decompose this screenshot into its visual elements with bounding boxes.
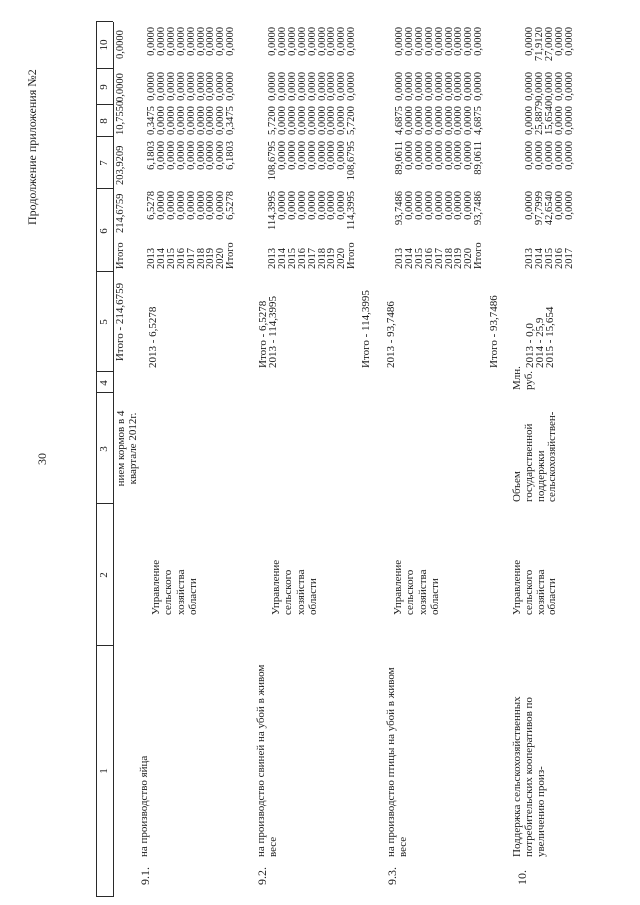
row-9-3-years-value: 2020 (463, 248, 475, 269)
row-9-2-col10-value: 0,0000 (326, 27, 338, 56)
row-9-3-col8 (395, 107, 484, 135)
col-number-5: 5 (98, 319, 110, 325)
row-9-2-col7-value: 0,0000 (296, 141, 308, 170)
row-9-1-col10-value: 0,0000 (185, 27, 197, 56)
row-10-col9-value: 0,0000 (553, 72, 565, 101)
row-9-1-col6-value: 0,0000 (175, 191, 187, 220)
row-9-1-col9-value: 0,0000 (146, 72, 157, 101)
row-10-col6-value: 97,7999 (533, 191, 545, 226)
row-9-1-col9-value: 0,0000 (165, 72, 177, 101)
row-10-years-value: 2016 (553, 248, 565, 269)
row-10-indicator: Объем государственной поддержки сельскохозяйствен- (511, 411, 559, 502)
row-9-2-years-value: 2017 (306, 248, 318, 269)
row-9-1-years-value: Итого (225, 242, 237, 269)
row-9-3-col9-value: 0,0000 (413, 72, 425, 101)
row-9-2-col10-value: 0,0000 (276, 27, 288, 56)
row-9-2-col7-value: 0,0000 (326, 141, 338, 170)
row-9-3-col6-value: 93,7486 (473, 191, 485, 226)
row-10-col8-value: 0,0000 (524, 106, 535, 135)
top-row-col5: Итого - 214,6759 (114, 282, 126, 362)
table-border-top (96, 22, 97, 897)
row-9-1-col8-value: 0,0000 (165, 106, 177, 135)
row-9-1-col10-value: 0,0000 (146, 27, 157, 56)
row-9-2-col7 (268, 141, 357, 183)
top-row-col10: 0,0000 (115, 30, 126, 59)
row-9-1-col8-value: 0,0000 (215, 106, 227, 135)
row-9-3-col9-value: 0,0000 (433, 72, 445, 101)
row-9-3-col5-total: Итого - 93,7486 (488, 295, 500, 368)
row-9-2-years-value: 2013 (267, 248, 278, 269)
row-9-3-col8-value: 0,0000 (443, 106, 455, 135)
row-9-1-col9-value: 0,0000 (195, 72, 207, 101)
top-row-col7: 203,9209 (115, 145, 126, 185)
row-9-2-col9-value: 0,0000 (326, 72, 338, 101)
row-9-3-col6 (395, 191, 484, 231)
top-row-col3: нием кормов в 4 квартале 2012г. (115, 410, 140, 487)
row-9-1-col7-value: 0,0000 (155, 141, 167, 170)
row-9-1-years-value: 2020 (215, 248, 227, 269)
row-9-3-executor: Управление сельского хозяйства области (392, 559, 441, 615)
row-10-col8-value: 0,0000 (563, 106, 575, 135)
row-9-3-col6-value: 0,0000 (403, 191, 415, 220)
row-9-3-years-value: 2014 (403, 248, 415, 269)
row-9-1-col6-value: 0,0000 (155, 191, 167, 220)
row-9-3-col6-value: 0,0000 (413, 191, 425, 220)
col-divider-2 (96, 503, 113, 504)
row-9-2-col8-value: 0,0000 (306, 106, 318, 135)
row-9-1-col8-value: 0,0000 (185, 106, 197, 135)
row-9-2-col8-value: 0,0000 (316, 106, 328, 135)
table-header-line (113, 22, 114, 897)
row-9-1-col6-value: 0,0000 (195, 191, 207, 220)
row-9-2-col7-value: 108,6795 (267, 141, 278, 181)
row-9-3-col10-value: 0,0000 (443, 27, 455, 56)
row-9-3-col5: 2013 - 93,7486 (385, 301, 397, 368)
row-9-2-col7-value: 0,0000 (336, 141, 348, 170)
row-9-1-number: 9.1. (138, 867, 152, 885)
row-9-2-years-value: 2019 (326, 248, 338, 269)
row-9-2-col7-value: 0,0000 (276, 141, 288, 170)
row-9-1-col9-value: 0,0000 (155, 72, 167, 101)
row-9-1-col7-value: 0,0000 (205, 141, 217, 170)
page-number: 30 (35, 453, 49, 465)
row-9-2-col8-value: 0,0000 (326, 106, 338, 135)
row-9-3-col6-value: 0,0000 (423, 191, 435, 220)
row-9-2-col9-value: 0,0000 (316, 72, 328, 101)
row-9-1-years-value: 2017 (185, 248, 197, 269)
row-9-2-col8-value: 5,7200 (346, 106, 358, 135)
row-9-3-col8-value: 0,0000 (413, 106, 425, 135)
row-9-2-col8-value: 0,0000 (276, 106, 288, 135)
top-row-col9: 0,0000 (115, 73, 126, 102)
row-10-col7-value: 0,0000 (543, 141, 555, 170)
row-10-number: 10. (515, 870, 529, 885)
col-number-7: 7 (98, 160, 110, 166)
row-9-2-col6-value: 0,0000 (276, 191, 288, 220)
row-10-col10-value: 71,9120 (533, 27, 545, 62)
row-10-col7-value: 0,0000 (524, 141, 535, 170)
row-9-3-years-value: 2015 (413, 248, 425, 269)
row-9-3-col10 (395, 27, 484, 65)
row-9-3-col6-value: 0,0000 (463, 191, 475, 220)
row-9-1-col6-value: 0,0000 (215, 191, 227, 220)
row-9-2-col9-value: 0,0000 (336, 72, 348, 101)
col-divider-6 (96, 188, 113, 189)
row-9-3-years-value: Итого (473, 242, 485, 269)
row-9-2-col9-value: 0,0000 (267, 72, 278, 101)
row-9-3-col9-value: 0,0000 (423, 72, 435, 101)
row-9-3-col7-value: 0,0000 (433, 141, 445, 170)
row-9-3-number: 9.3. (385, 867, 399, 885)
row-9-1-col10-value: 0,0000 (205, 27, 217, 56)
col-number-1: 1 (98, 768, 110, 774)
row-9-3-col9 (395, 72, 484, 103)
row-10-col8-value: 15,6540 (543, 100, 555, 135)
row-9-3-col7-value: 89,0611 (473, 141, 485, 175)
row-9-3-col8-value: 4,6875 (394, 106, 405, 135)
col-number-3: 3 (98, 446, 110, 452)
row-9-1-name: на производство яйца (138, 755, 150, 857)
row-9-2-col8-value: 0,0000 (286, 106, 298, 135)
row-9-1-col6 (147, 191, 236, 231)
row-9-1-col10-value: 0,0000 (175, 27, 187, 56)
row-9-2-col9-value: 0,0000 (296, 72, 308, 101)
top-row-col6-label: Итого (115, 242, 126, 269)
row-10-years (525, 248, 575, 269)
row-9-2-col10-value: 0,0000 (286, 27, 298, 56)
row-9-2-name: на производство свиней на убой в живом весе (255, 664, 280, 857)
col-number-9: 9 (98, 84, 110, 90)
row-9-2-col5-total: Итого - 114,3995 (360, 290, 372, 368)
row-9-3-col10-value: 0,0000 (423, 27, 435, 56)
row-10-col7-value: 0,0000 (563, 141, 575, 170)
row-9-1-col7-value: 0,0000 (195, 141, 207, 170)
row-9-2-col9-value: 0,0000 (276, 72, 288, 101)
row-9-3-col7-value: 0,0000 (403, 141, 415, 170)
row-9-2-col10-value: 0,0000 (316, 27, 328, 56)
row-9-3-col8-value: 0,0000 (453, 106, 465, 135)
row-10-col9 (525, 72, 575, 103)
row-9-2-col6-value: 114,3995 (267, 191, 278, 230)
row-9-1-col6-value: 0,0000 (205, 191, 217, 220)
row-9-1-col6-value: 0,0000 (185, 191, 197, 220)
row-10-years-value: 2013 (524, 248, 535, 269)
row-9-1-col5: 2013 - 6,5278 (147, 306, 159, 368)
row-9-2-col6-value: 0,0000 (306, 191, 318, 220)
row-10-col7-value: 0,0000 (533, 141, 545, 170)
row-9-3-col6-value: 0,0000 (453, 191, 465, 220)
row-9-3-col8-value: 0,0000 (463, 106, 475, 135)
row-10-col9-value: 0,0000 (543, 72, 555, 101)
row-9-1-col8-value: 0,0000 (205, 106, 217, 135)
row-10-col10-value: 0,0000 (524, 27, 535, 56)
row-9-2-col9-value: 0,0000 (346, 72, 358, 101)
row-9-3-col7-value: 0,0000 (453, 141, 465, 170)
row-9-3-col7-value: 0,0000 (423, 141, 435, 170)
row-9-2-col6 (268, 191, 357, 231)
row-9-1-years-value: 2016 (175, 248, 187, 269)
row-9-2-years (268, 242, 357, 269)
row-9-3-col8-value: 0,0000 (423, 106, 435, 135)
row-9-3-col9-value: 0,0000 (463, 72, 475, 101)
row-9-3-col10-value: 0,0000 (394, 27, 405, 56)
row-9-2-col8 (268, 107, 357, 135)
row-9-2-col6-value: 114,3995 (346, 191, 358, 230)
row-9-1-years (147, 242, 236, 269)
row-9-3-col10-value: 0,0000 (403, 27, 415, 56)
row-10-col9-value: 0,0000 (563, 72, 575, 101)
row-9-1-col9-value: 0,0000 (205, 72, 217, 101)
row-9-3-col7-value: 0,0000 (413, 141, 425, 170)
row-10-col10-value: 27,0000 (543, 27, 555, 62)
row-9-3-col7-value: 0,0000 (443, 141, 455, 170)
row-9-1-col8-value: 0,0000 (175, 106, 187, 135)
row-9-1-col9-value: 0,0000 (175, 72, 187, 101)
row-10-years-value: 2014 (533, 248, 545, 269)
col-divider-5 (96, 271, 113, 272)
row-9-2-col7-value: 0,0000 (316, 141, 328, 170)
row-10-col6-value: 42,6540 (543, 191, 555, 226)
row-9-1-years-value: 2014 (155, 248, 167, 269)
row-10-col8-value: 25,8879 (533, 100, 545, 135)
row-9-3-col10-value: 0,0000 (473, 27, 485, 56)
row-9-3-name: на производство птицы на убой в живом весе (385, 667, 410, 857)
top-row-col6: 214,6759 (115, 193, 126, 233)
col-divider-0 (96, 896, 113, 897)
row-9-2-col10-value: 0,0000 (267, 27, 278, 56)
col-divider-1 (96, 645, 113, 646)
row-9-1-col10-value: 0,0000 (165, 27, 177, 56)
row-9-2-number: 9.2. (255, 867, 269, 885)
row-9-2-executor: Управление сельского хозяйства области (270, 559, 319, 615)
row-9-2-col9-value: 0,0000 (306, 72, 318, 101)
row-10-name: Поддержка сельскохозяйственных потребительских кооперативов по увеличению произ- (511, 696, 547, 857)
row-10-years-value: 2017 (563, 248, 575, 269)
row-9-1-col7-value: 0,0000 (215, 141, 227, 170)
row-9-2-col7-value: 0,0000 (306, 141, 318, 170)
row-10-col10 (525, 27, 575, 65)
continuation-title: Продолжение приложения №2 (25, 69, 39, 225)
row-10-col9-value: 0,0000 (524, 72, 535, 101)
row-9-2-col6-value: 0,0000 (316, 191, 328, 220)
row-9-3-col9-value: 0,0000 (453, 72, 465, 101)
row-9-1-col10-value: 0,0000 (225, 27, 237, 56)
row-9-1-col6-value: 6,5278 (146, 191, 157, 220)
row-9-3-years (395, 242, 484, 269)
row-9-1-col7-value: 0,0000 (175, 141, 187, 170)
row-9-1-col8-value: 0,0000 (195, 106, 207, 135)
row-9-2-col7-value: 108,6795 (346, 141, 358, 181)
row-10-unit: Млн. руб. (511, 366, 535, 390)
col-number-10: 10 (98, 39, 110, 51)
row-10-col10-value: 0,0000 (563, 27, 575, 56)
row-10-col6-value: 0,0000 (524, 191, 535, 220)
row-9-2-years-value: 2015 (286, 248, 298, 269)
col-number-8: 8 (98, 118, 110, 124)
row-9-3-years-value: 2017 (433, 248, 445, 269)
row-10-col6 (525, 191, 575, 231)
row-9-1-col7-value: 6,1803 (225, 141, 237, 170)
row-9-3-col9-value: 0,0000 (473, 72, 485, 101)
row-9-2-col10-value: 0,0000 (336, 27, 348, 56)
row-10-executor: Управление сельского хозяйства области (511, 559, 559, 615)
row-9-3-years-value: 2018 (443, 248, 455, 269)
row-9-2-col8-value: 0,0000 (296, 106, 308, 135)
row-9-1-col7-value: 0,0000 (165, 141, 177, 170)
row-9-2-col8-value: 0,0000 (336, 106, 348, 135)
row-9-1-col9-value: 0,0000 (215, 72, 227, 101)
row-10-col7-value: 0,0000 (553, 141, 565, 170)
row-10-years-value: 2015 (543, 248, 555, 269)
row-9-3-col10-value: 0,0000 (453, 27, 465, 56)
row-9-3-col10-value: 0,0000 (433, 27, 445, 56)
row-10-col8 (524, 100, 575, 135)
row-9-1-col10-value: 0,0000 (195, 27, 207, 56)
row-9-3-col9-value: 0,0000 (443, 72, 455, 101)
row-9-2-years-value: 2014 (276, 248, 288, 269)
row-9-2-years-value: 2020 (336, 248, 348, 269)
row-10-col6-value: 0,0000 (553, 191, 565, 220)
row-9-1-col7-value: 6,1803 (146, 141, 157, 170)
row-9-3-col6-value: 93,7486 (394, 191, 405, 226)
row-9-3-col9-value: 0,0000 (403, 72, 415, 101)
col-number-2: 2 (98, 572, 110, 578)
row-9-3-col8-value: 4,6875 (473, 106, 485, 135)
row-9-2-col6-value: 0,0000 (326, 191, 338, 220)
row-10-col5: 2013 - 0,0 2014 - 25,9 2015 - 15,654 (524, 306, 556, 368)
row-9-1-col10 (147, 27, 236, 65)
row-9-1-col8-value: 0,0000 (155, 106, 167, 135)
row-9-2-col6-value: 0,0000 (286, 191, 298, 220)
row-9-2-years-value: 2018 (316, 248, 328, 269)
row-9-1-years-value: 2019 (205, 248, 217, 269)
row-9-2-col8-value: 5,7200 (267, 106, 278, 135)
row-9-1-executor: Управление сельского хозяйства области (150, 559, 199, 615)
col-number-6: 6 (98, 228, 110, 234)
row-9-3-col9-value: 0,0000 (394, 72, 405, 101)
row-10-col7 (525, 141, 575, 183)
row-9-1-col8 (147, 107, 236, 135)
row-9-1-col10-value: 0,0000 (155, 27, 167, 56)
row-9-1-col7-value: 0,0000 (185, 141, 197, 170)
row-9-1-years-value: 2015 (165, 248, 177, 269)
row-9-3-col7 (395, 141, 484, 183)
row-10-col9-value: 0,0000 (533, 72, 545, 101)
row-9-2-col10-value: 0,0000 (296, 27, 308, 56)
top-row-col8: 10,7550 (115, 100, 126, 135)
row-9-3-col7-value: 89,0611 (394, 141, 405, 175)
row-9-2-years-value: 2016 (296, 248, 308, 269)
row-9-1-col10-value: 0,0000 (215, 27, 227, 56)
row-9-2-col9 (268, 72, 357, 103)
row-9-1-col6-value: 6,5278 (225, 191, 237, 220)
row-9-1-years-value: 2013 (146, 248, 157, 269)
row-9-3-col8-value: 0,0000 (403, 106, 415, 135)
row-9-1-years-value: 2018 (195, 248, 207, 269)
row-9-3-col10-value: 0,0000 (413, 27, 425, 56)
col-number-4: 4 (98, 380, 110, 386)
row-9-2-col6-value: 0,0000 (336, 191, 348, 220)
row-9-3-col6-value: 0,0000 (443, 191, 455, 220)
row-9-2-col10 (268, 27, 357, 65)
row-9-2-col7-value: 0,0000 (286, 141, 298, 170)
row-9-1-col9-value: 0,0000 (185, 72, 197, 101)
row-9-1-col8-value: 0,3475 (225, 106, 237, 135)
row-9-2-col10-value: 0,0000 (306, 27, 318, 56)
row-9-3-years-value: 2013 (394, 248, 405, 269)
row-10-col8-value: 0,0000 (553, 106, 565, 135)
row-10-col10-value: 0,0000 (553, 27, 565, 56)
row-9-1-col6-value: 0,0000 (165, 191, 177, 220)
row-9-2-col9-value: 0,0000 (286, 72, 298, 101)
row-9-2-col5: Итого - 6,5278 2013 - 114,3995 (257, 295, 279, 368)
row-9-2-col6-value: 0,0000 (296, 191, 308, 220)
row-9-2-col10-value: 0,0000 (346, 27, 358, 56)
row-9-3-col8-value: 0,0000 (433, 106, 445, 135)
col-divider-10 (96, 21, 113, 22)
row-9-1-col9-value: 0,0000 (225, 72, 237, 101)
row-9-3-years-value: 2016 (423, 248, 435, 269)
row-9-2-years-value: Итого (346, 242, 358, 269)
row-9-1-col7 (147, 141, 236, 183)
row-10-col6-value: 0,0000 (563, 191, 575, 220)
row-9-3-col7-value: 0,0000 (463, 141, 475, 170)
row-9-1-col8-value: 0,3475 (146, 106, 157, 135)
row-9-1-col9 (147, 72, 236, 103)
row-9-3-col6-value: 0,0000 (433, 191, 445, 220)
row-9-3-col10-value: 0,0000 (463, 27, 475, 56)
row-9-3-years-value: 2019 (453, 248, 465, 269)
